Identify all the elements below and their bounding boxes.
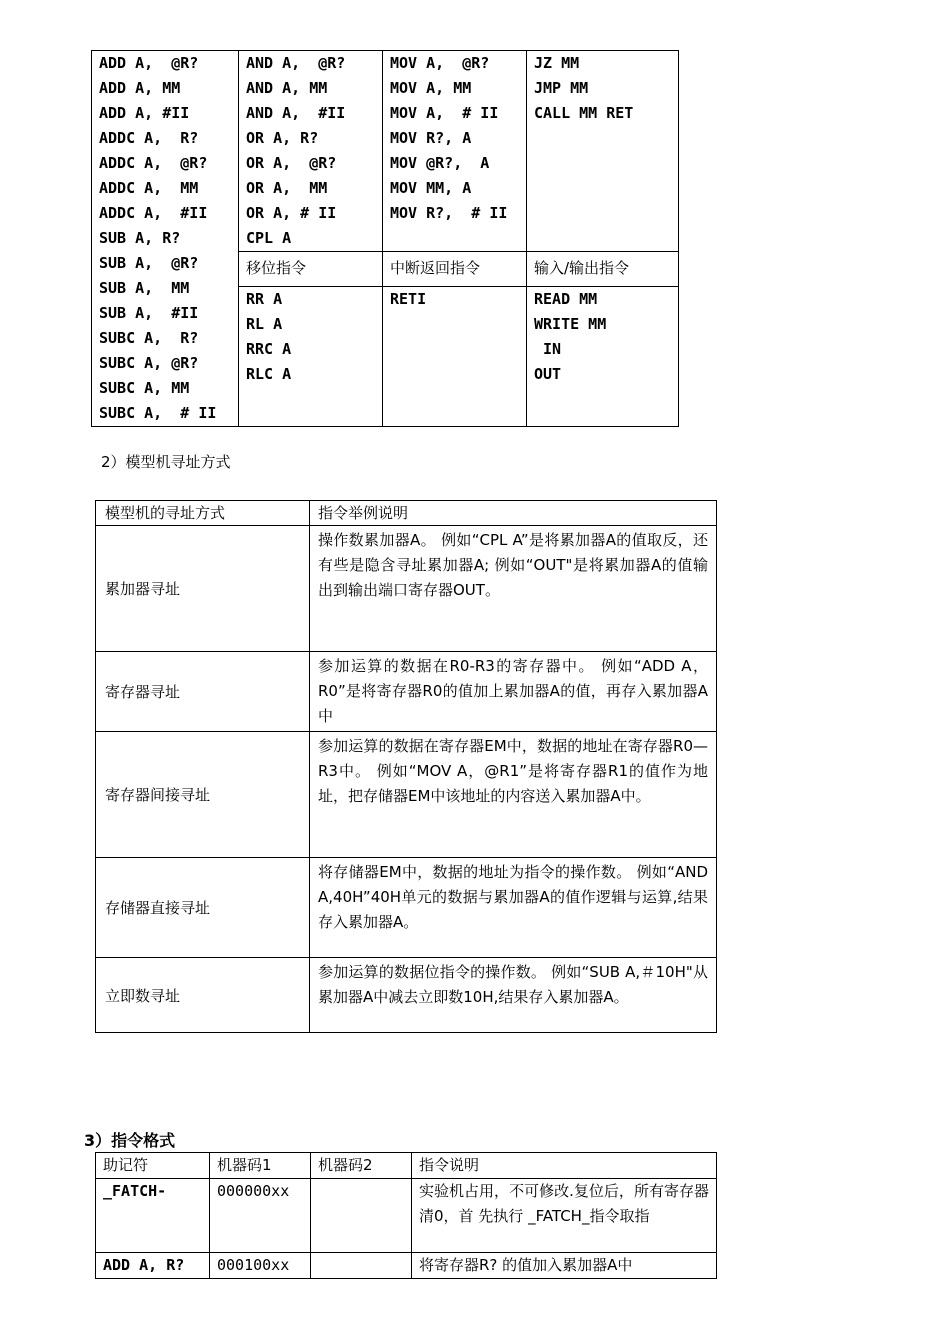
instruction-line: OR A, # II bbox=[246, 204, 337, 222]
instruction-line: SUB A, #II bbox=[99, 304, 199, 322]
instruction-line: MOV R?, A bbox=[390, 129, 472, 147]
row-code2 bbox=[311, 1179, 412, 1253]
header-code2: 机器码2 bbox=[311, 1153, 412, 1179]
logic-instructions-cell bbox=[239, 51, 383, 252]
desc-accumulator: 操作数累加器A。 例如“CPL A”是将累加器A的值取反，还有些是隐含寻址累加器A; 例如“OUT"是将累加器A的值输出到输出端口寄存器OUT。 bbox=[310, 526, 717, 652]
instruction-line: CPL A bbox=[246, 229, 292, 247]
mode-register: 寄存器寻址 bbox=[96, 652, 310, 732]
row-code1: 000000xx bbox=[210, 1179, 311, 1253]
header-desc: 指令举例说明 bbox=[310, 501, 717, 526]
jump-instructions-cell bbox=[527, 51, 679, 252]
row-code1: 000100xx bbox=[210, 1253, 311, 1279]
shift-header: 移位指令 bbox=[239, 252, 383, 287]
logic-instruction-list bbox=[239, 51, 382, 251]
instruction-line: OR A, MM bbox=[246, 179, 328, 197]
instruction-line: SUB A, R? bbox=[99, 229, 181, 247]
instruction-line: RLC A bbox=[246, 365, 292, 383]
row-description: 实验机占用，不可修改.复位后，所有寄存器清0，首 先执行 _FATCH_指令取指 bbox=[412, 1179, 717, 1253]
interrupt-instructions-cell bbox=[383, 287, 527, 427]
instruction-line: RETI bbox=[390, 290, 427, 308]
instruction-line: ADD A, MM bbox=[99, 79, 181, 97]
io-header: 输入/输出指令 bbox=[527, 252, 679, 287]
instruction-line: MOV @R?, A bbox=[390, 154, 490, 172]
desc-register-indirect: 参加运算的数据在寄存器EM中，数据的地址在寄存器R0—R3中。 例如“MOV A，@R1”是将寄存器R1的值作为地址，把存储器EM中该地址的内容送入累加器A中。 bbox=[310, 732, 717, 858]
desc-immediate: 参加运算的数据位指令的操作数。 例如“SUB A,＃10H"从累加器A中减去立即数10H,结果存入累加器A。 bbox=[310, 958, 717, 1033]
arith-instructions-cell bbox=[92, 51, 239, 427]
instruction-line: ADDC A, R? bbox=[99, 129, 199, 147]
jump-instruction-list bbox=[527, 51, 678, 126]
instruction-line: ADD A, @R? bbox=[99, 54, 199, 72]
row-code2 bbox=[311, 1253, 412, 1279]
arith-instruction-list bbox=[92, 51, 238, 426]
section3-title: 3）指令格式 bbox=[84, 1131, 176, 1150]
io-instruction-list bbox=[527, 287, 678, 387]
shift-instructions-cell bbox=[239, 287, 383, 427]
instruction-line: MOV R?, # II bbox=[390, 204, 508, 222]
instruction-line: SUBC A, R? bbox=[99, 329, 199, 347]
io-instructions-cell bbox=[527, 287, 679, 427]
row-description: 将寄存器R? 的值加入累加器A中 bbox=[412, 1253, 717, 1279]
instruction-line: AND A, @R? bbox=[246, 54, 346, 72]
section2-title: 2）模型机寻址方式 bbox=[101, 453, 231, 471]
header-mode: 模型机的寻址方式 bbox=[96, 501, 310, 526]
instruction-line: MOV MM, A bbox=[390, 179, 472, 197]
instruction-line: SUB A, @R? bbox=[99, 254, 199, 272]
instruction-line: MOV A, MM bbox=[390, 79, 472, 97]
shift-instruction-list bbox=[239, 287, 382, 387]
header-description: 指令说明 bbox=[412, 1153, 717, 1179]
instruction-line: MOV A, # II bbox=[390, 104, 499, 122]
instruction-format-table bbox=[95, 1152, 717, 1279]
instruction-line: CALL MM RET bbox=[534, 104, 634, 122]
instruction-line: SUBC A, @R? bbox=[99, 354, 199, 372]
instruction-line: AND A, #II bbox=[246, 104, 346, 122]
instruction-table bbox=[91, 50, 679, 427]
instruction-line: OR A, R? bbox=[246, 129, 319, 147]
mode-memory-direct: 存储器直接寻址 bbox=[96, 858, 310, 958]
instruction-line: JZ MM bbox=[534, 54, 580, 72]
instruction-line: OR A, @R? bbox=[246, 154, 337, 172]
instruction-line: RRC A bbox=[246, 340, 292, 358]
row-mnemonic: ADD A, R? bbox=[96, 1253, 210, 1279]
row-mnemonic: _FATCH- bbox=[96, 1179, 210, 1253]
instruction-line: IN bbox=[534, 340, 562, 358]
instruction-line: ADDC A, MM bbox=[99, 179, 199, 197]
instruction-line: ADD A, #II bbox=[99, 104, 190, 122]
instruction-line: JMP MM bbox=[534, 79, 589, 97]
header-mnemonic: 助记符 bbox=[96, 1153, 210, 1179]
instruction-line: ADDC A, @R? bbox=[99, 154, 208, 172]
instruction-line: RR A bbox=[246, 290, 283, 308]
desc-register: 参加运算的数据在R0-R3的寄存器中。 例如“ADD A，R0”是将寄存器R0的值加上累加器A的值，再存入累加器A中 bbox=[310, 652, 717, 732]
interrupt-instruction-list bbox=[383, 287, 526, 312]
instruction-line: OUT bbox=[534, 365, 562, 383]
addressing-table bbox=[95, 500, 717, 1033]
mode-register-indirect: 寄存器间接寻址 bbox=[96, 732, 310, 858]
instruction-line: AND A, MM bbox=[246, 79, 328, 97]
header-code1: 机器码1 bbox=[210, 1153, 311, 1179]
interrupt-header: 中断返回指令 bbox=[383, 252, 527, 287]
instruction-line: SUBC A, # II bbox=[99, 404, 217, 422]
move-instruction-list bbox=[383, 51, 526, 226]
mode-immediate: 立即数寻址 bbox=[96, 958, 310, 1033]
instruction-line: SUB A, MM bbox=[99, 279, 190, 297]
instruction-line: WRITE MM bbox=[534, 315, 607, 333]
instruction-line: RL A bbox=[246, 315, 283, 333]
instruction-line: ADDC A, #II bbox=[99, 204, 208, 222]
desc-memory-direct: 将存储器EM中，数据的地址为指令的操作数。 例如“AND A,40H”40H单元的数据与累加器A的值作逻辑与运算,结果存入累加器A。 bbox=[310, 858, 717, 958]
instruction-line: READ MM bbox=[534, 290, 598, 308]
instruction-line: SUBC A, MM bbox=[99, 379, 190, 397]
mode-accumulator: 累加器寻址 bbox=[96, 526, 310, 652]
move-instructions-cell bbox=[383, 51, 527, 252]
instruction-line: MOV A, @R? bbox=[390, 54, 490, 72]
